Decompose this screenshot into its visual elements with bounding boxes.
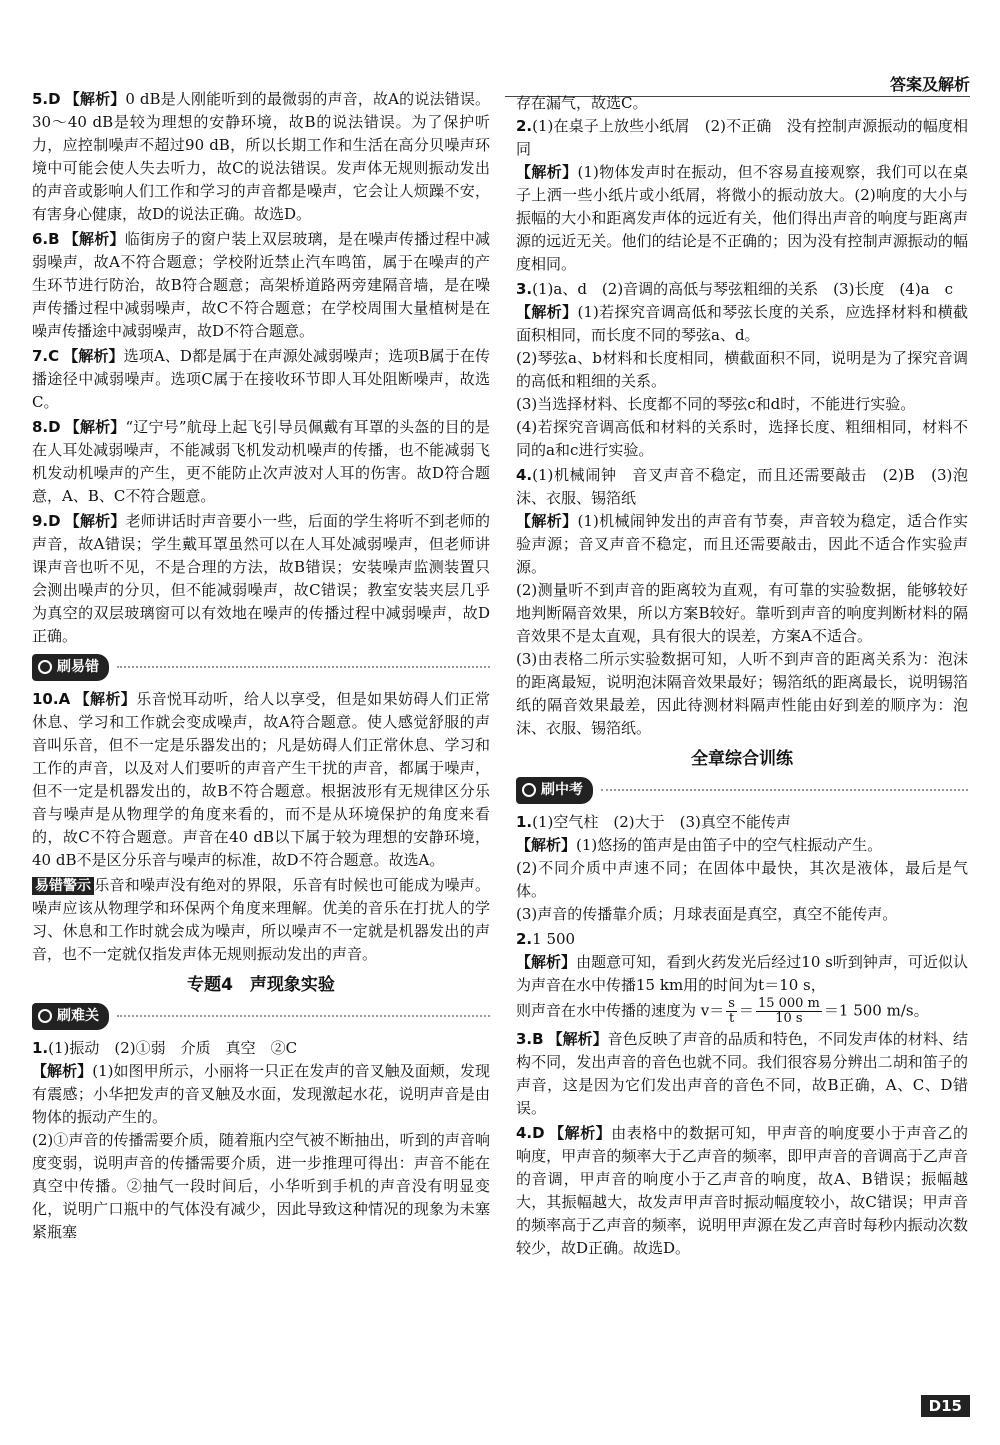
item-answer: A [58,690,71,708]
right-column [516,92,968,1262]
item-number: 9. [32,512,49,530]
analysis-tag: 【解析】 [516,836,577,854]
fraction-denominator: 10 s [775,1011,803,1026]
section-header-easy-error [32,654,490,680]
experiment-item-4 [516,464,968,740]
chapter-item-3 [516,1028,968,1120]
item-text: 临街房子的窗户装上双层玻璃，是在噪声传播过程中减弱噪声，故A不符合题意；学校附近禁止汽车鸣笛，属于在噪声的产生环节进行防治，故B符合题意；高架桥道路两旁建隔音墙，是在噪声传播过程中减弱噪声，故C不符合题意；在学校周围大量植树是在噪声传播途中减弱噪声，故D不符合题意。 [32,230,490,340]
analysis-tag: 【解析】 [63,347,124,365]
item-number: 8. [32,418,49,436]
item-text: (1)物体发声时在振动，但不容易直接观察，我们可以在桌子上洒一些小纸片或小纸屑，将微小的振动放大。(2)响度的大小与振幅的大小和距离发声体的远近有关，他们得出声音的响度与距离声源的远近无关。他们的结论是不正确的；因为没有控制声源振动的幅度相同。 [516,163,968,273]
warning-label: 易错警示 [32,877,94,895]
item-number: 4. [516,466,533,484]
experiment-item-1 [32,1037,490,1244]
page-number: D15 [921,1395,970,1417]
item-answer-text: (1)空气柱 (2)大于 (3)真空不能传声 [532,813,791,831]
chapter-item-1 [516,811,968,926]
section-label: 刷难关 [57,1007,99,1024]
item-number: 1. [516,813,533,831]
analysis-tag: 【解析】 [64,418,126,436]
item-answer: D [48,90,61,108]
formula-prefix: 则声音在水中传播的速度为 v＝ [516,1001,725,1020]
section-header-hard [32,1003,490,1029]
item-number: 2. [516,117,533,135]
item-number: 3. [516,1030,533,1048]
section-badge [32,1003,109,1030]
fraction-numerator: s [728,996,735,1011]
fraction-s-over-t [726,997,737,1026]
item-text: (2)①声音的传播需要介质，随着瓶内空气被不断抽出，听到的声音响度变弱，说明声音的传播需要介质，进一步推理可得出：声音不能在真空中传播。②抽气一段时间后，小华听到手机的声音没有明显变化，说明广口瓶中的气体没有减少，因此导致这种情况的现象为未塞紧瓶塞 [32,1131,490,1241]
formula-result: ＝1 500 m/s。 [823,1001,929,1020]
experiment-item-3 [516,278,968,462]
chapter-item-4 [516,1122,968,1260]
item-answer: D [48,512,61,530]
section-label: 刷易错 [57,658,99,675]
item-text: (1)机械闹钟发出的声音有节奏，声音较为稳定，适合作实验声源；音叉声音不稳定，而且还需要敲击，因此不适合作实验声源。 [516,512,968,576]
item-number: 2. [516,930,533,948]
velocity-formula [516,997,968,1026]
section-header-exam [516,777,968,803]
item-answer-text: (1)在桌子上放些小纸屑 (2)不正确 没有控制声源振动的幅度相同 [516,117,968,158]
section-badge [32,654,109,681]
section-label: 刷中考 [541,781,583,798]
analysis-tag: 【解析】 [516,303,578,321]
fraction-denominator: t [728,1011,735,1026]
answer-item-5 [32,88,490,226]
answer-item-9 [32,510,490,648]
warning-text: 乐音和噪声没有绝对的界限，乐音有时候也可能成为噪声。噪声应该从物理学和环保两个角度来理解。优美的音乐在打扰人的学习、休息和工作时就会成为噪声，所以噪声不一定就是机器发出的声音，也不一定就仅指发声体无规则振动发出的声音。 [32,876,490,963]
item-text: (1)如图甲所示，小丽将一只正在发声的音叉触及面颊，发现有震感；小华把发声的音叉触及水面，发现激起水花，说明声音是由物体的振动产生的。 [32,1062,490,1126]
analysis-tag: 【解析】 [74,690,137,708]
fraction-distance-over-time [756,997,822,1026]
item-number: 1. [32,1039,49,1057]
item-text: (3)当选择材料、长度都不同的琴弦c和d时，不能进行实验。 [516,395,916,413]
item-text: (4)若探究音调高低和材料的关系时，选择长度、粗细相同，材料不同的a和c进行实验。 [516,418,968,459]
item-answer: D [532,1124,545,1142]
item-number: 10. [32,690,59,708]
item-text: 由题意可知，看到火药发光后经过10 s听到钟声，可近似认为声音在水中传播15 km用的时间为t＝10 s， [516,953,968,994]
chapter-title: 全章综合训练 [691,749,793,769]
answer-item-6 [32,228,490,343]
item-text: (2)不同介质中声速不同；在固体中最快，其次是液体，最后是气体。 [516,859,968,900]
continued-text: 存在漏气，故选C。 [516,94,648,112]
brush-icon [38,660,52,674]
analysis-tag: 【解析】 [516,512,578,530]
analysis-tag: 【解析】 [64,512,126,530]
page-header-title: 答案及解析 [889,75,970,94]
dotted-rule [117,1015,490,1017]
experiment-item-2 [516,115,968,276]
item-text: 老师讲话时声音要小一些，后面的学生将听不到老师的声音，故A错误；学生戴耳罩虽然可以在人耳处减弱噪声，但老师讲课声音也听不见，不是合理的方法，故B错误；安装噪声监测装置只会测出噪声的分贝，但不能减弱噪声，故C错误；教室安装夹层几乎为真空的双层玻璃窗可以有效地在噪声的传播过程中减弱噪声，故D正确。 [32,512,490,645]
item-text: (1)悠扬的笛声是由笛子中的空气柱振动产生。 [576,836,883,854]
item-text: 选项A、D都是属于在声源处减弱噪声；选项B属于在传播途径中减弱噪声。选项C属于在接收环节即人耳处阻断噪声，故选C。 [32,347,490,411]
item-answer-text: (1)机械闹钟 音叉声音不稳定，而且还需要敲击 (2)B (3)泡沫、衣服、锡箔纸 [516,466,968,507]
answer-item-7 [32,345,490,414]
chapter-item-2 [516,928,968,1026]
item-answer-text: (1)a、d (2)音调的高低与琴弦粗细的关系 (3)长度 (4)a c [532,280,954,298]
analysis-tag: 【解析】 [32,1062,93,1080]
analysis-tag: 【解析】 [63,230,125,248]
dotted-rule [601,789,968,791]
item-number: 4. [516,1124,533,1142]
item-text: 0 dB是人刚能听到的最微弱的声音，故A的说法错误。30～40 dB是较为理想的安静环境，故B的说法错误。为了保护听力，应控制噪声不超过90 dB，所以长期工作和生活在高分贝噪声环境中可能会使人失去听力，故C的说法错误。发声体无规则振动发出的声音或影响人们工作和学习的声音都是噪声，它会让人烦躁不安，有害身心健康，故D的说法正确。故选D。 [32,90,490,223]
section-badge [516,777,593,804]
item-text: 乐音悦耳动听，给人以享受，但是如果妨碍人们正常休息、学习和工作就会变成噪声，故A符合题意。使人感觉舒服的声音叫乐音，但不一定是乐器发出的；凡是妨碍人们正常休息、学习和工作的声音，以及对人们要听的声音产生干扰的声音，都属于噪声，但不一定是机器发出的，故B不符合题意。根据波形有无规律区分乐音与噪声是从物理学的角度来看的，而不是从环境保护的角度来看的，故C不符合题意。声音在40 dB以下属于较为理想的安静环境，40 dB不是区分乐音与噪声的标准，故D不符合题意。故选A。 [32,690,490,869]
item-number: 7. [32,347,49,365]
item-number: 6. [32,230,49,248]
item-number: 3. [516,280,533,298]
item-number: 5. [32,90,49,108]
topic-title: 专题4 声现象实验 [187,975,335,995]
analysis-tag: 【解析】 [516,953,577,971]
item-text: 音色反映了声音的品质和特色，不同发声体的材料、结构不同，发出声音的音色也就不同。我们很容易分辨出二胡和笛子的声音，这是因为它们发出声音的音色不同，故B正确，A、C、D错误。 [516,1030,968,1117]
answer-item-10 [32,688,490,872]
item-text: (3)声音的传播靠介质；月球表面是真空，真空不能传声。 [516,905,898,923]
analysis-tag: 【解析】 [516,163,578,181]
analysis-tag: 【解析】 [64,90,126,108]
item-text: 由表格中的数据可知，甲声音的响度要小于声音乙的响度，甲声音的频率大于乙声音的频率，即甲声音的音调高于乙声音的音调，甲声音的响度小于乙声音的响度，故A、B错误；振幅越大，其振幅越大，故发声甲声音时振动幅度较小，故C错误；甲声音的频率高于乙声音的频率，说明甲声源在发乙声音时每秒内振动次数较少，故D正确。故选D。 [516,1124,968,1257]
item-text: (2)琴弦a、b材料和长度相同，横截面积不同，说明是为了探究音调的高低和粗细的关系。 [516,349,968,390]
item-answer: C [48,347,60,365]
item-answer: B [532,1030,544,1048]
item-answer: D [48,418,61,436]
analysis-tag: 【解析】 [548,1124,612,1142]
analysis-tag: 【解析】 [547,1030,608,1048]
item-text: (2)测量听不到声音的距离较为直观，有可靠的实验数据，能够较好地判断隔音效果，所以方案B较好。靠听到声音的响度判断材料的隔音效果不是太直观，具有很大的误差，方案A不适合。 [516,581,968,645]
left-column [32,88,490,1246]
dotted-rule [117,666,490,668]
item-answer-text: (1)振动 (2)①弱 介质 真空 ②C [48,1039,298,1057]
brush-icon [38,1009,52,1023]
item-answer-text: 1 500 [532,930,576,948]
item-text: (1)若探究音调高低和琴弦长度的关系，应选择材料和横截面积相同，而长度不同的琴弦a、d。 [516,303,968,344]
item-text: “辽宁号”航母上起飞引导员佩戴有耳罩的头盔的目的是在人耳处减弱噪声，不能减弱飞机发动机噪声的传播，也不能减弱飞机发动机噪声的产生，更不能防止次声波对人耳的伤害。故D符合题意，A、B、C不符合题意。 [32,418,490,505]
answer-item-8 [32,416,490,508]
brush-icon [522,783,536,797]
item-answer: B [48,230,60,248]
fraction-numerator: 15 000 m [757,996,820,1011]
equals-sign: ＝ [738,1001,754,1020]
item-text: (3)由表格二所示实验数据可知，人听不到声音的距离关系为：泡沫的距离最短，说明泡沫隔音效果最好；锡箔纸的距离最长，说明锡箔纸的隔音效果最差，因此待测材料隔声性能由好到差的顺序为：泡沫、衣服、锡箔纸。 [516,650,968,737]
error-warning [32,874,490,966]
